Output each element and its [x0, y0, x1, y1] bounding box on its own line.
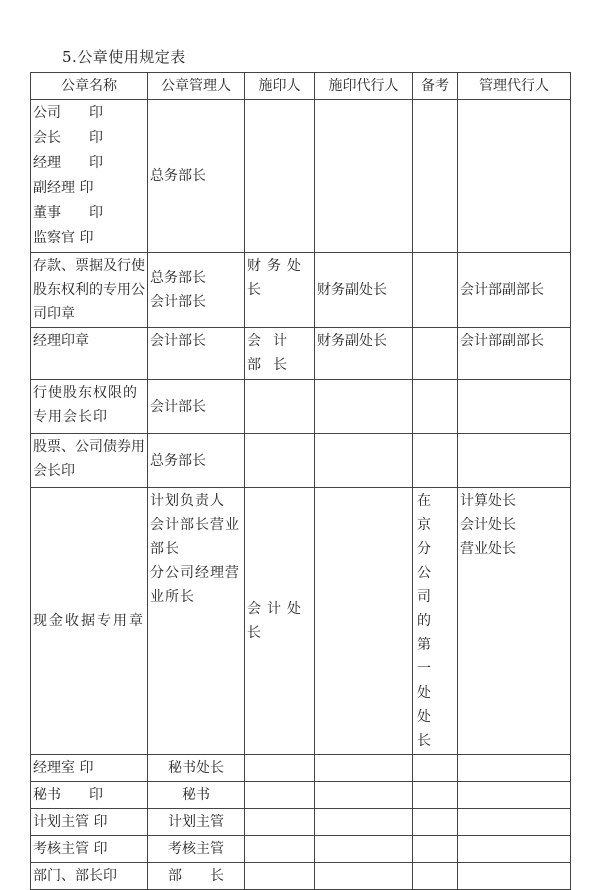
table-row: [31, 488, 571, 755]
header-remark: 备考: [413, 73, 458, 100]
cell-seal-user: 会计处长: [245, 488, 315, 755]
cell-deputy-user: 财务副处长: [315, 253, 413, 328]
cell-seal-manager: 考核主管: [148, 836, 245, 863]
cell-seal-user: [245, 836, 315, 863]
cell-seal-user: 财务处长: [245, 253, 315, 328]
cell-remark: [413, 380, 458, 434]
cell-seal-name: 部门、部长印: [31, 863, 148, 890]
table-row: [31, 380, 571, 434]
cell-deputy-manager: [458, 755, 571, 782]
cell-seal-user: 会计部长: [245, 328, 315, 380]
cell-deputy-user: 财务副处长: [315, 328, 413, 380]
cell-seal-user: [245, 100, 315, 253]
cell-seal-user: [245, 434, 315, 488]
cell-seal-user: [245, 380, 315, 434]
header-deputy-manager: 管理代行人: [458, 73, 571, 100]
cell-seal-manager: 部 长: [148, 863, 245, 890]
cell-seal-name: 公司 印 会长 印 经理 印 副经理 印 董事 印 监察官 印: [31, 100, 148, 253]
page-title: 5.公章使用规定表: [62, 48, 186, 66]
cell-deputy-user: [315, 809, 413, 836]
cell-deputy-manager: [458, 434, 571, 488]
cell-seal-name: 秘书 印: [31, 782, 148, 809]
cell-seal-user: [245, 809, 315, 836]
cell-deputy-manager: [458, 809, 571, 836]
cell-seal-name: 经理印章: [31, 328, 148, 380]
cell-remark: [413, 328, 458, 380]
cell-seal-manager: 计划主管: [148, 809, 245, 836]
cell-seal-name: 存款、票据及行使股东权利的专用公司印章: [31, 253, 148, 328]
cell-deputy-user: [315, 380, 413, 434]
table-row: [31, 328, 571, 380]
cell-remark: [413, 253, 458, 328]
cell-deputy-user: [315, 488, 413, 755]
cell-seal-manager: 总务部长: [148, 434, 245, 488]
cell-remark: [413, 836, 458, 863]
table-row: [31, 755, 571, 782]
cell-deputy-user: [315, 755, 413, 782]
cell-seal-manager: 计划负责人 会计部长营业部长 分公司经理营业所长: [148, 488, 245, 755]
cell-deputy-manager: [458, 782, 571, 809]
table-row: [31, 434, 571, 488]
cell-deputy-manager: [458, 100, 571, 253]
cell-seal-manager: 总务部长: [148, 100, 245, 253]
cell-deputy-user: [315, 434, 413, 488]
cell-deputy-user: [315, 863, 413, 890]
cell-seal-manager: 秘书处长: [148, 755, 245, 782]
cell-seal-name: 考核主管 印: [31, 836, 148, 863]
cell-remark: [413, 863, 458, 890]
cell-deputy-manager: 计算处长 会计处长 营业处长: [458, 488, 571, 755]
cell-remark: [413, 434, 458, 488]
cell-deputy-user: [315, 782, 413, 809]
cell-deputy-manager: [458, 836, 571, 863]
cell-remark: 在京分公司的第一处处长: [413, 488, 458, 755]
cell-seal-user: [245, 755, 315, 782]
table-row: [31, 863, 571, 890]
cell-seal-name: 股票、公司债券用会长印: [31, 434, 148, 488]
cell-seal-name: 行使股东权限的专用会长印: [31, 380, 148, 434]
cell-deputy-manager: 会计部副部长: [458, 253, 571, 328]
cell-remark: [413, 809, 458, 836]
cell-deputy-user: [315, 836, 413, 863]
cell-remark: [413, 755, 458, 782]
cell-remark: [413, 100, 458, 253]
cell-deputy-user: [315, 100, 413, 253]
cell-seal-user: [245, 782, 315, 809]
cell-seal-manager: 会计部长: [148, 328, 245, 380]
table-row: [31, 782, 571, 809]
table-row: [31, 100, 571, 253]
header-seal-user: 施印人: [245, 73, 315, 100]
header-deputy-user: 施印代行人: [315, 73, 413, 100]
cell-seal-manager: 总务部长 会计部长: [148, 253, 245, 328]
cell-deputy-manager: [458, 863, 571, 890]
table-row: [31, 836, 571, 863]
cell-deputy-manager: 会计部副部长: [458, 328, 571, 380]
table-row: [31, 809, 571, 836]
cell-remark: [413, 782, 458, 809]
cell-seal-name: 经理室 印: [31, 755, 148, 782]
header-seal-manager: 公章管理人: [148, 73, 245, 100]
table-header-row: [31, 73, 571, 100]
cell-seal-manager: 会计部长: [148, 380, 245, 434]
cell-seal-manager: 秘书: [148, 782, 245, 809]
table-row: [31, 253, 571, 328]
cell-seal-user: [245, 863, 315, 890]
header-seal-name: 公章名称: [31, 73, 148, 100]
cell-seal-name: 现金收据专用章: [31, 488, 148, 755]
cell-deputy-manager: [458, 380, 571, 434]
cell-seal-name: 计划主管 印: [31, 809, 148, 836]
seal-usage-table: [30, 72, 571, 890]
